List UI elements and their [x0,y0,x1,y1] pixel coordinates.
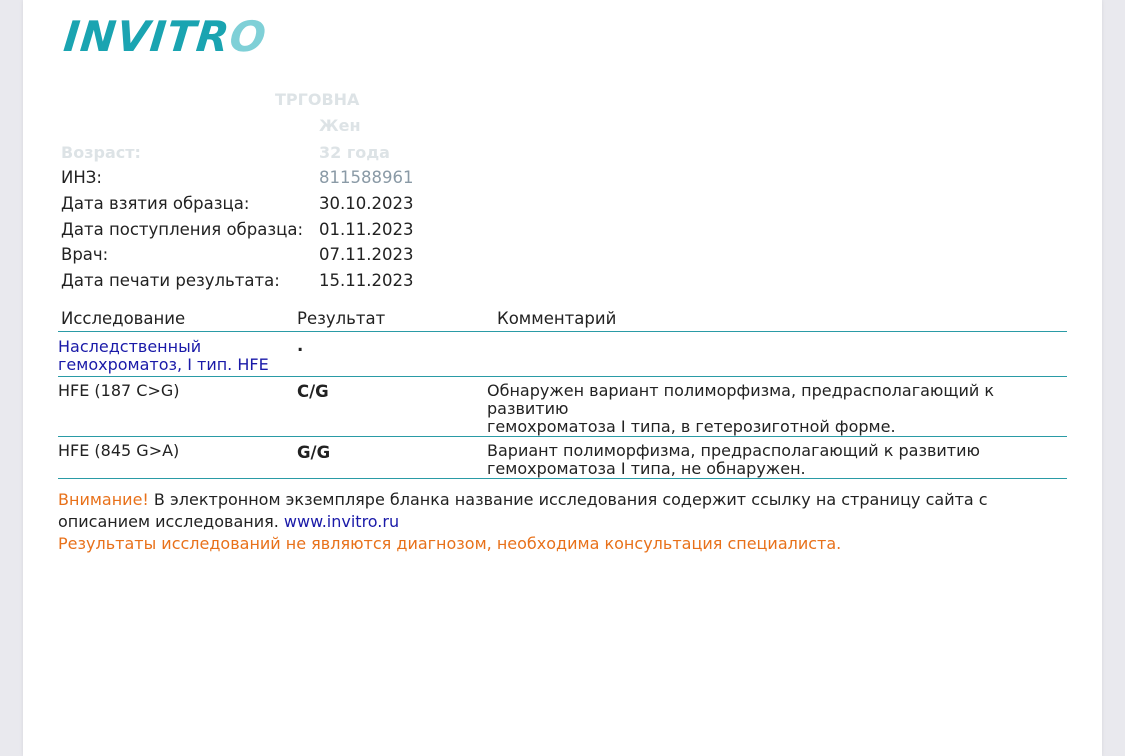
doctor-value: 07.11.2023 [319,245,414,264]
receipt-date-value: 01.11.2023 [319,220,414,239]
table-divider [58,436,1067,437]
comment-line: гемохроматоза I типа, не обнаружен. [487,459,806,478]
logo-main: INVITR [61,12,233,61]
print-date-label: Дата печати результата: [61,271,280,290]
table-row-result: G/G [297,443,331,462]
table-row-comment [487,382,1047,436]
age-label: Возраст: [61,143,141,162]
doctor-label: Врач: [61,245,109,264]
table-row-comment [487,442,1047,478]
patient-name-fragment: ТРГОВНА [275,90,360,109]
patient-gender: Жен [319,116,361,135]
study-link-line1[interactable]: Наследственный [58,337,202,356]
notice-text: В электронном экземпляре бланка название исследования содержит ссылку на страницу сайта с описанием исследования. [58,490,988,531]
column-header-comment: Комментарий [497,309,617,328]
sample-date-label: Дата взятия образца: [61,194,250,213]
inz-value: 811588961 [319,168,414,187]
comment-line: Вариант полиморфизма, предрасполагающий к развитию [487,441,980,460]
diagnosis-warning: Результаты исследований не являются диагнозом, необходима консультация специалиста. [58,534,842,553]
study-link-line2[interactable]: гемохроматоз, I тип. HFE [58,355,269,374]
logo-tail: O [227,12,270,61]
table-row-study: HFE (845 G>A) [58,441,180,460]
print-date-value: 15.11.2023 [319,271,414,290]
inz-label: ИНЗ: [61,168,102,187]
table-divider [58,331,1067,332]
sample-date-value: 30.10.2023 [319,194,414,213]
notice-block [58,489,1073,555]
result-document [23,0,1102,756]
table-divider [58,478,1067,479]
table-row-study: HFE (187 C>G) [58,381,180,400]
receipt-date-label: Дата поступления образца: [61,220,303,239]
invitro-logo [61,12,269,61]
invitro-site-link[interactable]: www.invitro.ru [283,512,400,531]
comment-line: развитию [487,399,569,418]
column-header-result: Результат [297,309,386,328]
section-result: . [297,336,304,355]
comment-line: гемохроматоза I типа, в гетерозиготной форме. [487,417,896,436]
table-divider [58,376,1067,377]
age-value: 32 года [319,143,390,162]
attention-label: Внимание! [58,490,149,509]
comment-line: Обнаружен вариант полиморфизма, предрасполагающий к [487,381,994,400]
study-link[interactable] [58,338,269,374]
column-header-study: Исследование [61,309,186,328]
table-row-result: C/G [297,382,329,401]
